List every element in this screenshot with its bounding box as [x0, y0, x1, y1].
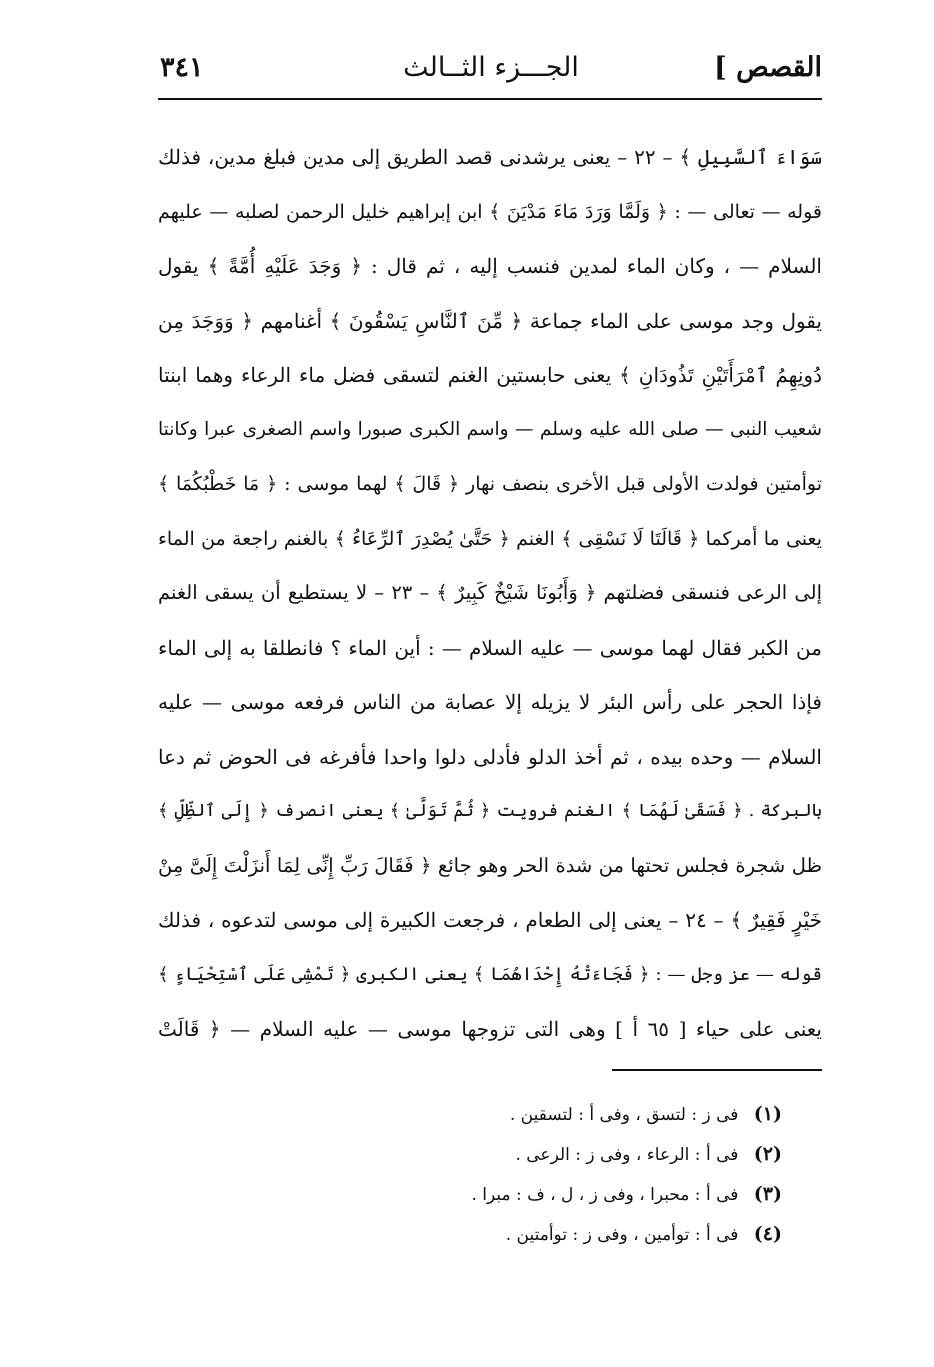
- text-line: يعنى على حياء [ ٦٥ أ ] وهى التى تزوجها موسى — عليه السلام — ﴿ قَالَتْ: [158, 1017, 822, 1041]
- footnote-text: فى أ : الرعاء ، وفى ز : الرعى .: [515, 1145, 739, 1165]
- footnote-item: [400, 1174, 782, 1214]
- text-line: قوله — عز وجل — : ﴿ فَجَاءَتْهُ إِحْدَاهُمَا ﴾ يعنى الكبرى ﴿ تَمْشِى عَلَى ٱسْتِحْيَاءٍ ﴾: [158, 963, 822, 985]
- main-text: [158, 130, 822, 1057]
- footnote-item: [400, 1134, 782, 1174]
- part-title: الجـــزء الثــالث: [403, 52, 579, 83]
- text-line: من الكبر فقال لهما موسى — عليه السلام — : أين الماء ؟ فانطلقا به إلى الماء: [158, 635, 822, 660]
- footnote-item: [400, 1214, 782, 1254]
- footnote-divider: [612, 1069, 822, 1071]
- text-line: السلام — وحده بيده ، ثم أخذ الدلو فأدلى دلوا واحدا فأفرغه فى الحوض ثم دعا: [158, 744, 822, 769]
- footnote-number: (٢): [753, 1143, 782, 1165]
- page-header: [160, 52, 822, 96]
- text-line: إلى الرعى فنسقى فضلتهم ﴿ وَأَبُونَا شَيْخٌ كَبِيرٌ ﴾ – ٢٣ – لا يستطيع أن يسقى الغنم: [158, 581, 822, 604]
- text-line: ظل شجرة فجلس تحتها من شدة الحر وهو جائع ﴿ فَقَالَ رَبِّ إِنِّى لِمَا أَنزَلْتَ إِلَىَّ مِنْ: [158, 853, 822, 877]
- footnote-number: (١): [753, 1103, 782, 1125]
- text-line: قوله — تعالى — : ﴿ وَلَمَّا وَرَدَ مَاءَ مَدْيَنَ ﴾ ابن إبراهيم خليل الرحمن لصلبه — عليهم: [158, 200, 822, 223]
- text-line: خَيْرٍ فَقِيرٌ ﴾ – ٢٤ – يعنى إلى الطعام ، فرجعت الكبيرة إلى موسى لتدعوه ، فذلك: [158, 908, 822, 932]
- text-line: يعنى ما أمركما ﴿ قَالَتَا لَا نَسْقِى ﴾ الغنم ﴿ حَتَّىٰ يُصْدِرَ ٱلرِّعَاءُ ﴾ بالغنم راجعة من الماء: [158, 527, 822, 550]
- footnote-number: (٤): [753, 1223, 782, 1245]
- text-line: بالبركة . ﴿ فَسَقَىٰ لَهُمَا ﴾ الغنم فرويت ﴿ ثُمَّ تَوَلَّىٰ ﴾ يعنى انصرف ﴿ إِلَى ٱلظِّلِّ ﴾: [158, 801, 822, 821]
- footnote-item: [400, 1094, 782, 1134]
- header-divider: [158, 98, 822, 100]
- surah-title: القصص ]: [713, 52, 822, 83]
- footnote-text: فى ز : لتسق ، وفى أ : لتسقين .: [509, 1105, 739, 1125]
- text-line: السلام — ، وكان الماء لمدين فنسب إليه ، ثم قال : ﴿ وَجَدَ عَلَيْهِ أُمَّةً ﴾ يقول: [158, 254, 822, 278]
- text-line: توأمتين فولدت الأولى قبل الأخرى بنصف نهار ﴿ قَالَ ﴾ لهما موسى : ﴿ مَا خَطْبُكُمَا ﴾: [158, 473, 822, 495]
- text-line: دُونِهِمُ ٱمْرَأَتَيْنِ تَذُودَانِ ﴾ يعنى حابستين الغنم لتسقى فضل ماء الرعاء وهما ابنتا: [158, 363, 822, 387]
- footnote-text: فى أ : توأمين ، وفى ز : توأمتين .: [505, 1225, 739, 1245]
- text-line: يقول وجد موسى على الماء جماعة ﴿ مِّنَ ٱلنَّاسِ يَسْقُونَ ﴾ أغنامهم ﴿ وَوَجَدَ مِن: [158, 308, 822, 333]
- footnote-number: (٣): [753, 1183, 782, 1205]
- text-line: سَوَاءَ ٱلسَّبِيلِ ﴾ – ٢٢ – يعنى يرشدنى قصد الطريق إلى مدين فبلغ مدين، فذلك: [158, 145, 822, 169]
- text-line: شعيب النبى — صلى الله عليه وسلم — واسم الكبرى صبورا واسم الصغرى عبرا وكانتا: [158, 418, 822, 440]
- page-number: ٣٤١: [160, 52, 204, 83]
- text-line: فإذا الحجر على رأس البئر لا يزيله إلا عصابة من الناس فرفعه موسى — عليه: [158, 690, 822, 714]
- footnotes: [400, 1094, 782, 1254]
- footnote-text: فى أ : محبرا ، وفى ز ، ل ، ف : مبرا .: [471, 1185, 739, 1205]
